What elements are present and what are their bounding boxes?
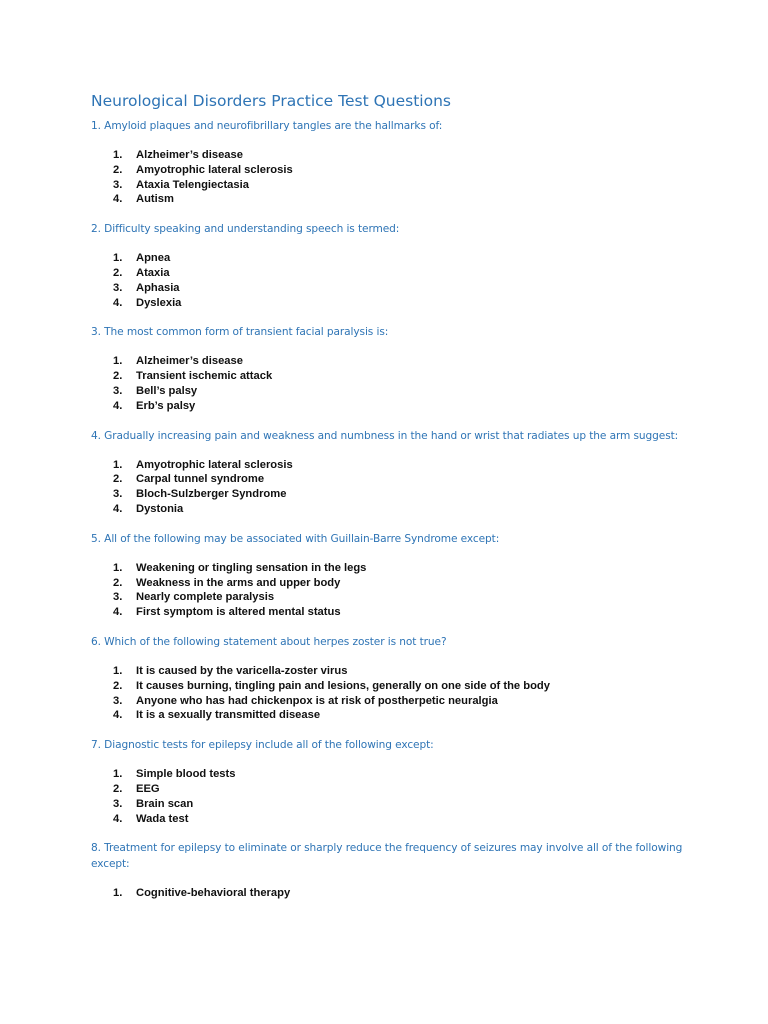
answer-text: Brain scan bbox=[136, 797, 194, 810]
answer-text: Cognitive-behavioral therapy bbox=[136, 887, 291, 900]
answer-list bbox=[91, 561, 688, 620]
answer-number: 2. bbox=[113, 679, 123, 692]
answer-text: Anyone who has had chickenpox is at risk of postherpetic neuralgia bbox=[136, 694, 498, 707]
answer-item bbox=[91, 679, 688, 694]
answer-list bbox=[91, 886, 688, 901]
answer-number: 3. bbox=[113, 178, 123, 191]
answer-text: Alzheimer’s disease bbox=[136, 149, 243, 161]
answer-item bbox=[91, 458, 688, 473]
answer-text: Erb’s palsy bbox=[136, 399, 196, 412]
answer-text: Dyslexia bbox=[136, 296, 182, 309]
answer-text: Amyotrophic lateral sclerosis bbox=[136, 458, 293, 471]
answer-number: 2. bbox=[113, 576, 123, 589]
question-block-5 bbox=[91, 531, 688, 620]
answer-text: Ataxia Telengiectasia bbox=[136, 178, 249, 191]
answer-item bbox=[91, 178, 688, 193]
answer-item bbox=[91, 694, 688, 709]
answer-text: Bloch-Sulzberger Syndrome bbox=[136, 488, 287, 501]
answer-number: 4. bbox=[113, 812, 123, 825]
question-text: 5. All of the following may be associated with Guillain-Barre Syndrome except: bbox=[91, 532, 500, 545]
answer-text: Transient ischemic attack bbox=[136, 370, 273, 383]
answer-text: Dystonia bbox=[136, 502, 184, 515]
answer-item bbox=[91, 266, 688, 281]
question-block-2 bbox=[91, 221, 688, 310]
question-text: 1. Amyloid plaques and neurofibrillary tangles are the hallmarks of: bbox=[91, 120, 443, 132]
answer-number: 3. bbox=[113, 694, 123, 707]
page-title: Neurological Disorders Practice Test Questions bbox=[91, 92, 451, 110]
answer-text: Carpal tunnel syndrome bbox=[136, 473, 265, 486]
answer-number: 4. bbox=[113, 296, 123, 309]
answer-text: Bell’s palsy bbox=[136, 384, 198, 397]
answer-text: Ataxia bbox=[136, 266, 170, 279]
answer-number: 3. bbox=[113, 591, 123, 604]
answer-item bbox=[91, 296, 688, 311]
answer-text: Weakening or tingling sensation in the legs bbox=[136, 561, 367, 574]
answer-number: 4. bbox=[113, 502, 123, 515]
answer-number: 2. bbox=[113, 266, 123, 279]
question-block-3 bbox=[91, 324, 688, 413]
answer-number: 3. bbox=[113, 281, 123, 294]
answer-item bbox=[91, 502, 688, 517]
answer-text: Aphasia bbox=[136, 281, 180, 294]
answer-item bbox=[91, 148, 688, 163]
answer-item bbox=[91, 664, 688, 679]
answer-text: EEG bbox=[136, 782, 160, 795]
answer-number: 4. bbox=[113, 399, 123, 412]
answer-item bbox=[91, 708, 688, 723]
answer-number: 2. bbox=[113, 370, 123, 383]
question-block-8 bbox=[91, 840, 688, 901]
answer-text: Autism bbox=[136, 193, 174, 206]
answer-item bbox=[91, 384, 688, 399]
question-text: 7. Diagnostic tests for epilepsy include all of the following except: bbox=[91, 739, 434, 752]
answer-text: Amyotrophic lateral sclerosis bbox=[136, 163, 293, 176]
answer-item bbox=[91, 192, 688, 207]
answer-item bbox=[91, 767, 688, 782]
answer-number: 1. bbox=[113, 887, 123, 900]
answer-list bbox=[91, 354, 688, 413]
answer-number: 1. bbox=[113, 458, 123, 471]
answer-item bbox=[91, 782, 688, 797]
answer-item bbox=[91, 354, 688, 369]
answer-text: Simple blood tests bbox=[136, 768, 236, 781]
answer-text: It is caused by the varicella-zoster virus bbox=[136, 664, 348, 677]
answer-item bbox=[91, 561, 688, 576]
answer-number: 4. bbox=[113, 709, 123, 722]
answer-number: 2. bbox=[113, 473, 123, 486]
answer-text: Apnea bbox=[136, 252, 171, 265]
question-text: 3. The most common form of transient facial paralysis is: bbox=[91, 326, 389, 339]
question-block-7 bbox=[91, 737, 688, 826]
question-text: 4. Gradually increasing pain and weakness and numbness in the hand or wrist that radiates up the arm suggest: bbox=[91, 429, 679, 442]
question-block-6 bbox=[91, 634, 688, 723]
answer-number: 2. bbox=[113, 782, 123, 795]
answer-item bbox=[91, 369, 688, 384]
answer-item bbox=[91, 281, 688, 296]
answer-text: It causes burning, tingling pain and lesions, generally on one side of the body bbox=[136, 679, 550, 692]
answer-number: 1. bbox=[113, 252, 123, 265]
answer-item bbox=[91, 163, 688, 178]
question-text: 6. Which of the following statement about herpes zoster is not true? bbox=[91, 635, 447, 648]
answer-text: Weakness in the arms and upper body bbox=[136, 576, 341, 589]
answer-number: 3. bbox=[113, 384, 123, 397]
answer-list bbox=[91, 458, 688, 517]
answer-list bbox=[91, 664, 688, 723]
answer-item bbox=[91, 605, 688, 620]
answer-item bbox=[91, 576, 688, 591]
answer-number: 1. bbox=[113, 768, 123, 781]
answer-number: 1. bbox=[113, 664, 123, 677]
answer-item bbox=[91, 812, 688, 827]
answer-number: 1. bbox=[113, 561, 123, 574]
answer-text: Wada test bbox=[136, 812, 189, 825]
answer-number: 3. bbox=[113, 488, 123, 501]
answer-text: Nearly complete paralysis bbox=[136, 591, 275, 604]
answer-number: 2. bbox=[113, 163, 123, 176]
answer-item bbox=[91, 797, 688, 812]
answer-number: 3. bbox=[113, 797, 123, 810]
answer-list bbox=[91, 767, 688, 826]
answer-list bbox=[91, 251, 688, 310]
answer-item bbox=[91, 886, 688, 901]
answer-number: 4. bbox=[113, 193, 123, 206]
answer-item bbox=[91, 487, 688, 502]
answer-text: Alzheimer’s disease bbox=[136, 355, 243, 368]
answer-text: It is a sexually transmitted disease bbox=[136, 709, 321, 722]
answer-text: First symptom is altered mental status bbox=[136, 606, 341, 619]
question-block-4 bbox=[91, 428, 688, 517]
answer-item bbox=[91, 251, 688, 266]
answer-list bbox=[91, 148, 688, 207]
question-block-1 bbox=[91, 118, 688, 207]
answer-number: 4. bbox=[113, 606, 123, 619]
question-text: 8. Treatment for epilepsy to eliminate or sharply reduce the frequency of seizures may involve all of the following except: bbox=[91, 842, 683, 871]
question-text: 2. Difficulty speaking and understanding speech is termed: bbox=[91, 223, 400, 236]
answer-number: 1. bbox=[113, 355, 123, 368]
answer-number: 1. bbox=[113, 149, 123, 161]
answer-item bbox=[91, 399, 688, 414]
answer-item bbox=[91, 590, 688, 605]
answer-item bbox=[91, 472, 688, 487]
